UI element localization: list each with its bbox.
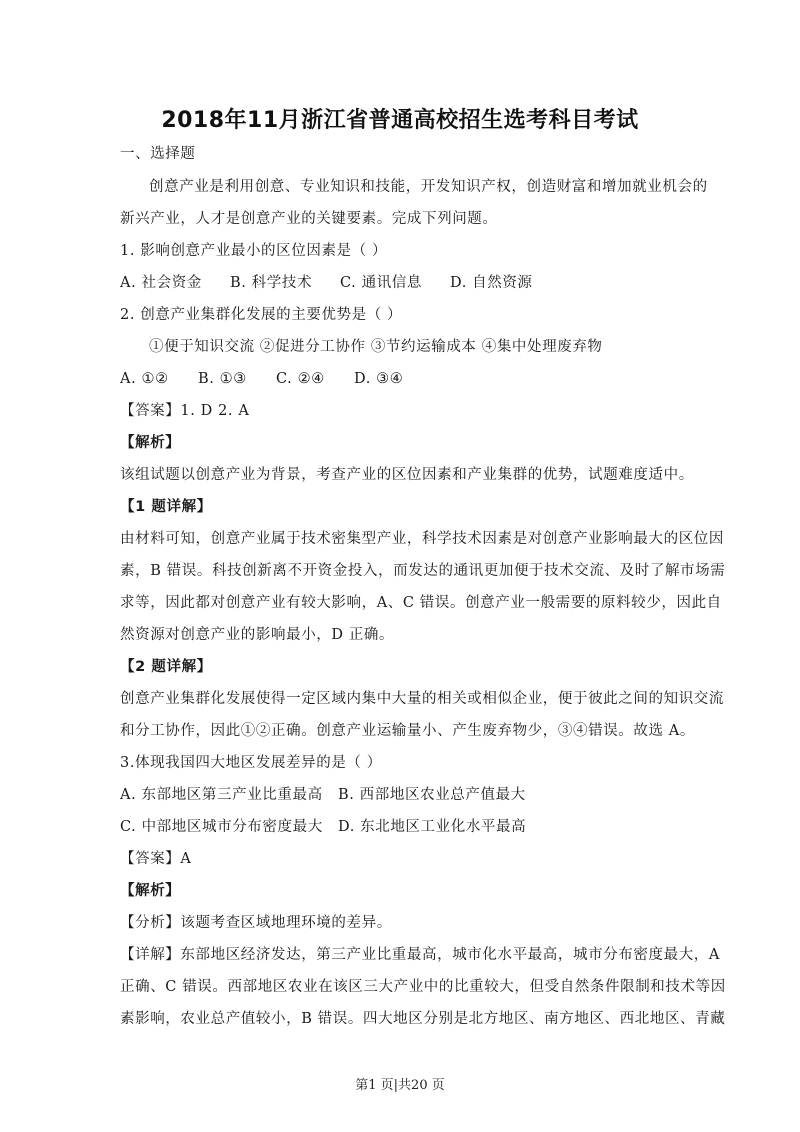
question-2-options: [120, 369, 403, 389]
analysis-summary-1: 该组试题以创意产业为背景，考查产业的区位因素和产业集群的优势，试题难度适中。: [120, 467, 694, 483]
q1-option-d: D. 自然资源: [450, 275, 533, 291]
question-2-stem: 2. 创意产业集群化发展的主要优势是（ ）: [120, 307, 403, 323]
q3-option-d: D. 东北地区工业化水平最高: [338, 819, 527, 835]
analysis-label-1: 【解析】: [120, 435, 181, 451]
question-1-options: [120, 273, 533, 293]
detail-2-line-1: 创意产业集群化发展使得一定区域内集中大量的相关或相似企业，便于彼此之间的知识交流: [120, 691, 724, 707]
answer-q1-q2: 【答案】1. D 2. A: [120, 403, 250, 419]
page-title: 2018年11月浙江省普通高校招生选考科目考试: [161, 108, 639, 133]
q3-option-c: C. 中部地区城市分布密度最大: [120, 819, 323, 835]
q1-option-a: A. 社会资金: [120, 275, 202, 291]
question-3-stem: 3.体现我国四大地区发展差异的是（ ）: [120, 755, 382, 771]
detail-1-line-2: 素，B 错误。科技创新离不开资金投入，而发达的通讯更加便于技术交流、及时了解市场需: [120, 563, 726, 579]
xiangjie-line-3: 素影响，农业总产值较小，B 错误。四大地区分别是北方地区、南方地区、西北地区、青藏: [120, 1011, 726, 1027]
answer-q3: 【答案】A: [120, 851, 192, 867]
q2-option-d: D. ③④: [354, 371, 404, 387]
question-3-options-row-2: [120, 817, 526, 837]
intro-line-1: 创意产业是利用创意、专业知识和技能，开发知识产权，创造财富和增加就业机会的: [149, 179, 708, 195]
q2-option-b: B. ①③: [198, 371, 247, 387]
q3-option-b: B. 西部地区农业总产值最大: [338, 787, 526, 803]
section-heading: 一、选择题: [120, 146, 196, 162]
q1-option-c: C. 通讯信息: [340, 275, 422, 291]
question-3-options-row-1: [120, 785, 526, 805]
analysis-fenxi: 【分析】该题考查区域地理环境的差异。: [120, 915, 392, 931]
question-1-stem: 1. 影响创意产业最小的区位因素是（ ）: [120, 243, 388, 259]
detail-1-line-4: 然资源对创意产业的影响最小，D 正确。: [120, 627, 395, 643]
q1-option-b: B. 科学技术: [230, 275, 313, 291]
q3-option-a: A. 东部地区第三产业比重最高: [120, 787, 323, 803]
detail-1-line-3: 求等，因此都对创意产业有较大影响，A、C 错误。创意产业一般需要的原料较少，因此自: [120, 595, 722, 611]
detail-2-line-2: 和分工协作，因此①②正确。创意产业运输量小、产生废弃物少，③④错误。故选 A。: [120, 723, 695, 739]
xiangjie-line-2: 正确、C 错误。西部地区农业在该区三大产业中的比重较大，但受自然条件限制和技术等因: [120, 979, 726, 995]
q2-option-c: C. ②④: [276, 371, 325, 387]
page-footer: 第1 页|共20 页: [355, 1078, 445, 1093]
detail-1-line-1: 由材料可知，创意产业属于技术密集型产业，科学技术因素是对创意产业影响最大的区位因: [120, 531, 724, 547]
analysis-label-3: 【解析】: [120, 883, 181, 899]
question-2-statements: ①便于知识交流 ②促进分工协作 ③节约运输成本 ④集中处理废弃物: [149, 339, 603, 355]
detail-2-label: 【2 题详解】: [120, 659, 212, 675]
xiangjie-line-1: 【详解】东部地区经济发达，第三产业比重最高，城市化水平最高，城市分布密度最大，A: [120, 947, 720, 963]
q2-option-a: A. ①②: [120, 371, 169, 387]
intro-line-2: 新兴产业，人才是创意产业的关键要素。完成下列问题。: [120, 211, 498, 227]
detail-1-label: 【1 题详解】: [120, 499, 212, 515]
